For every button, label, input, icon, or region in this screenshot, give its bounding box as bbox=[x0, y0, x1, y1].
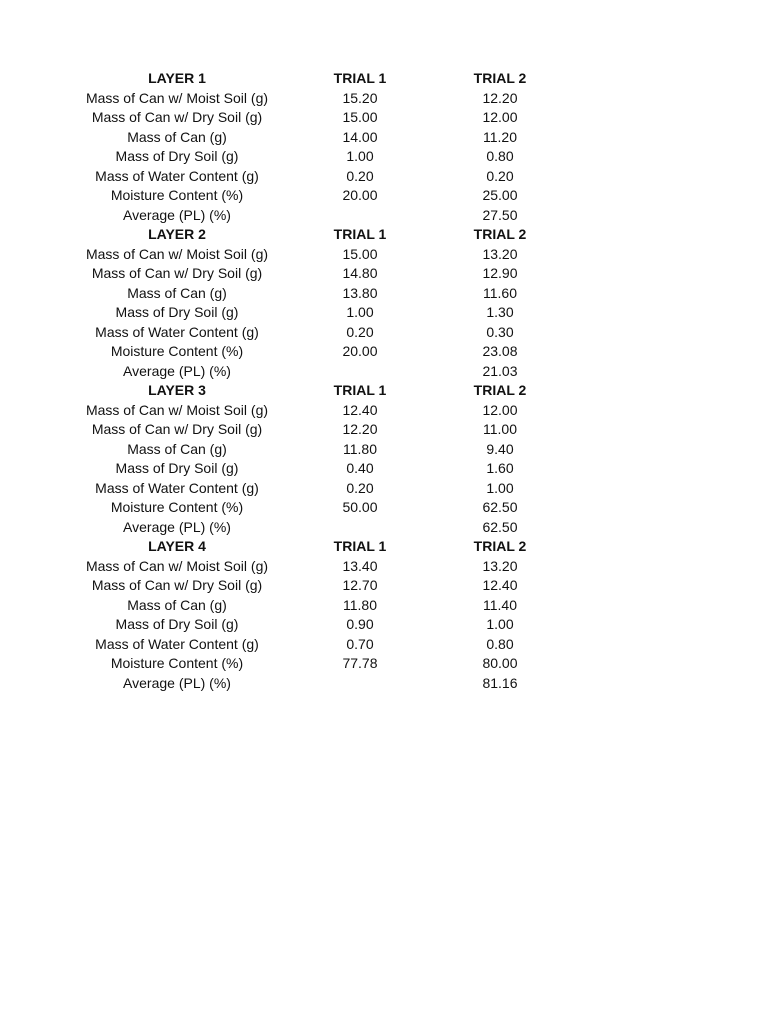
trial-1-value: 77.78 bbox=[342, 655, 378, 671]
trial-1-value: 0.70 bbox=[346, 635, 374, 652]
trial-1-value: 11.80 bbox=[343, 440, 377, 457]
row-label: Moisture Content (%) bbox=[110, 187, 244, 203]
row-label: Average (PL) (%) bbox=[123, 518, 231, 535]
trial-2-value: 27.50 bbox=[482, 206, 518, 223]
data-row bbox=[0, 362, 768, 382]
trial-2-value: 12.40 bbox=[482, 577, 518, 593]
trial-2-value: 1.00 bbox=[486, 479, 514, 496]
data-row bbox=[0, 128, 768, 148]
trial-1-value: 20.00 bbox=[342, 343, 378, 359]
trial-1-value: 14.80 bbox=[342, 265, 378, 281]
layer-title: LAYER 2 bbox=[148, 226, 206, 242]
layer-title: LAYER 3 bbox=[148, 382, 206, 398]
spreadsheet-table bbox=[0, 69, 768, 693]
layer-header-row bbox=[0, 225, 768, 245]
row-label: Mass of Can w/ Dry Soil (g) bbox=[91, 265, 263, 281]
trial-2-value: 11.40 bbox=[483, 596, 517, 613]
data-row bbox=[0, 323, 768, 343]
trial-1-value: 14.00 bbox=[342, 128, 378, 145]
layer-header-row bbox=[0, 537, 768, 557]
data-row bbox=[0, 576, 768, 596]
trial-2-value: 0.30 bbox=[486, 323, 514, 340]
row-label: Mass of Can w/ Dry Soil (g) bbox=[91, 421, 263, 437]
row-label: Mass of Can (g) bbox=[127, 440, 227, 457]
data-row bbox=[0, 479, 768, 499]
trial-2-value: 13.20 bbox=[482, 557, 518, 574]
data-row bbox=[0, 459, 768, 479]
data-row bbox=[0, 284, 768, 304]
row-label: Average (PL) (%) bbox=[123, 674, 231, 691]
data-row bbox=[0, 186, 768, 206]
row-label: Mass of Dry Soil (g) bbox=[115, 616, 239, 632]
trial-2-value: 11.20 bbox=[483, 128, 517, 145]
data-row bbox=[0, 635, 768, 655]
trial-1-value: 15.00 bbox=[342, 109, 378, 125]
trial-2-value: 81.16 bbox=[482, 674, 518, 691]
data-row bbox=[0, 401, 768, 421]
row-label: Mass of Can w/ Moist Soil (g) bbox=[85, 401, 269, 418]
row-label: Mass of Dry Soil (g) bbox=[115, 304, 239, 320]
trial-1-value: 0.20 bbox=[346, 167, 374, 184]
trial-2-value: 12.20 bbox=[482, 89, 518, 106]
data-row bbox=[0, 303, 768, 323]
trial-2-value: 1.00 bbox=[486, 616, 514, 632]
data-row bbox=[0, 498, 768, 518]
trial-1-header: TRIAL 1 bbox=[333, 226, 387, 242]
data-row bbox=[0, 420, 768, 440]
layer-title: LAYER 1 bbox=[148, 70, 206, 86]
trial-1-value: 0.20 bbox=[346, 323, 374, 340]
trial-2-value: 0.80 bbox=[486, 635, 514, 652]
trial-2-value: 1.30 bbox=[486, 304, 514, 320]
trial-2-header: TRIAL 2 bbox=[473, 538, 527, 554]
row-label: Mass of Dry Soil (g) bbox=[115, 148, 239, 164]
data-row bbox=[0, 440, 768, 460]
row-label: Moisture Content (%) bbox=[110, 343, 244, 359]
row-label: Mass of Can (g) bbox=[127, 596, 227, 613]
data-row bbox=[0, 615, 768, 635]
row-label: Mass of Can w/ Dry Soil (g) bbox=[91, 109, 263, 125]
trial-2-value: 12.00 bbox=[482, 401, 518, 418]
trial-2-header: TRIAL 2 bbox=[473, 382, 527, 398]
data-row bbox=[0, 147, 768, 167]
data-row bbox=[0, 89, 768, 109]
data-row bbox=[0, 108, 768, 128]
trial-2-value: 0.20 bbox=[486, 167, 514, 184]
row-label: Mass of Can w/ Moist Soil (g) bbox=[85, 557, 269, 574]
trial-1-value: 15.00 bbox=[342, 245, 378, 262]
row-label: Mass of Can w/ Moist Soil (g) bbox=[85, 245, 269, 262]
trial-2-value: 11.00 bbox=[483, 421, 517, 437]
row-label: Mass of Can w/ Dry Soil (g) bbox=[91, 577, 263, 593]
data-row bbox=[0, 264, 768, 284]
data-row bbox=[0, 596, 768, 616]
trial-1-value: 12.70 bbox=[342, 577, 378, 593]
trial-2-value: 25.00 bbox=[482, 187, 518, 203]
trial-2-value: 1.60 bbox=[486, 460, 514, 476]
trial-2-value: 23.08 bbox=[482, 343, 518, 359]
row-label: Average (PL) (%) bbox=[123, 362, 231, 379]
data-row bbox=[0, 654, 768, 674]
trial-2-value: 62.50 bbox=[482, 518, 518, 535]
row-label: Mass of Water Content (g) bbox=[95, 323, 259, 340]
trial-1-header: TRIAL 1 bbox=[333, 382, 387, 398]
trial-2-value: 11.60 bbox=[483, 284, 517, 301]
trial-2-value: 13.20 bbox=[482, 245, 518, 262]
trial-1-value: 13.80 bbox=[342, 284, 378, 301]
row-label: Mass of Water Content (g) bbox=[95, 167, 259, 184]
trial-1-value: 1.00 bbox=[346, 304, 374, 320]
data-row bbox=[0, 245, 768, 265]
row-label: Moisture Content (%) bbox=[110, 499, 244, 515]
layer-title: LAYER 4 bbox=[148, 538, 206, 554]
data-row bbox=[0, 206, 768, 226]
trial-2-header: TRIAL 2 bbox=[473, 226, 527, 242]
row-label: Mass of Can w/ Moist Soil (g) bbox=[85, 89, 269, 106]
trial-1-value: 20.00 bbox=[342, 187, 378, 203]
trial-2-value: 80.00 bbox=[482, 655, 518, 671]
trial-1-value: 0.90 bbox=[346, 616, 374, 632]
row-label: Mass of Water Content (g) bbox=[95, 635, 259, 652]
trial-2-header: TRIAL 2 bbox=[473, 70, 527, 86]
trial-1-value: 15.20 bbox=[342, 89, 378, 106]
data-row bbox=[0, 518, 768, 538]
trial-1-value: 11.80 bbox=[343, 596, 377, 613]
trial-1-value: 1.00 bbox=[346, 148, 374, 164]
trial-1-value: 0.20 bbox=[346, 479, 374, 496]
trial-2-value: 62.50 bbox=[482, 499, 518, 515]
row-label: Mass of Can (g) bbox=[127, 128, 227, 145]
data-row bbox=[0, 557, 768, 577]
data-row bbox=[0, 167, 768, 187]
layer-header-row bbox=[0, 69, 768, 89]
trial-2-value: 12.00 bbox=[482, 109, 518, 125]
layer-header-row bbox=[0, 381, 768, 401]
trial-1-header: TRIAL 1 bbox=[333, 538, 387, 554]
data-row bbox=[0, 674, 768, 694]
trial-2-value: 12.90 bbox=[482, 265, 518, 281]
trial-2-value: 21.03 bbox=[482, 362, 518, 379]
row-label: Mass of Dry Soil (g) bbox=[115, 460, 239, 476]
data-row bbox=[0, 342, 768, 362]
trial-1-value: 0.40 bbox=[346, 460, 374, 476]
row-label: Mass of Water Content (g) bbox=[95, 479, 259, 496]
trial-1-value: 12.20 bbox=[342, 421, 378, 437]
trial-2-value: 9.40 bbox=[486, 440, 514, 457]
row-label: Mass of Can (g) bbox=[127, 284, 227, 301]
row-label: Moisture Content (%) bbox=[110, 655, 244, 671]
trial-1-value: 13.40 bbox=[342, 557, 378, 574]
row-label: Average (PL) (%) bbox=[123, 206, 231, 223]
trial-1-header: TRIAL 1 bbox=[333, 70, 387, 86]
trial-2-value: 0.80 bbox=[486, 148, 514, 164]
trial-1-value: 50.00 bbox=[342, 499, 378, 515]
trial-1-value: 12.40 bbox=[342, 401, 378, 418]
